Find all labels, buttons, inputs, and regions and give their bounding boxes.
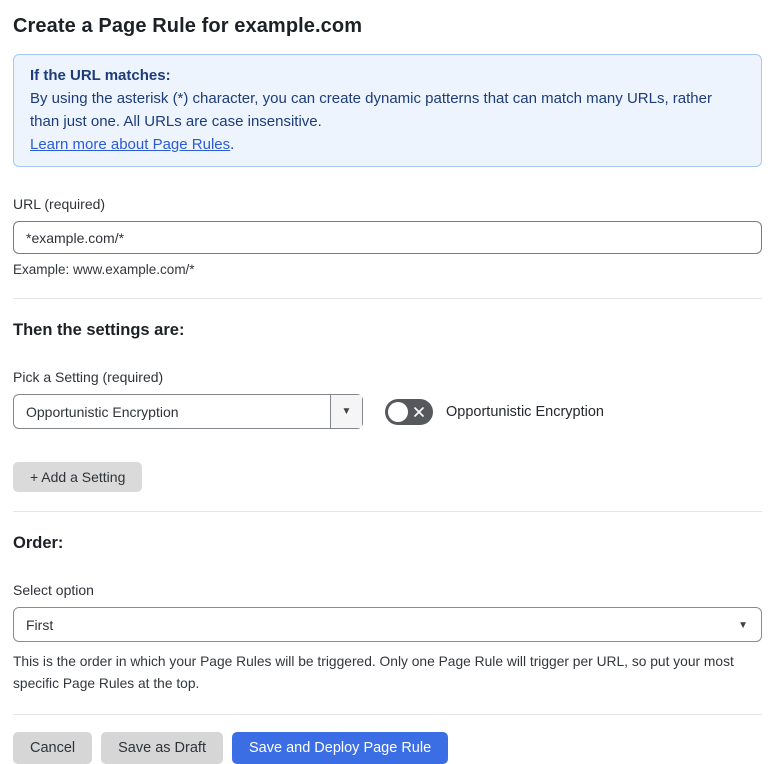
setting-dropdown-value: Opportunistic Encryption [26,403,179,420]
info-box-heading: If the URL matches: [30,67,171,84]
url-match-info-box [13,54,762,167]
save-and-deploy-button[interactable]: Save and Deploy Page Rule [232,732,448,764]
cancel-button[interactable]: Cancel [13,732,92,764]
setting-toggle[interactable] [385,399,433,425]
setting-dropdown[interactable] [13,394,363,429]
order-section-heading: Order: [13,534,64,552]
add-setting-button[interactable]: + Add a Setting [13,462,142,492]
order-helper-text: This is the order in which your Page Rules will be triggered. Only one Page Rule will trigger per URL, so put your most specific Page Rules at the top. [13,654,734,691]
info-box-link-line [30,133,745,156]
setting-row [13,394,762,429]
order-select[interactable] [13,607,762,642]
divider [13,714,762,715]
chevron-down-icon: ▼ [738,620,748,631]
pick-setting-label: Pick a Setting (required) [13,369,164,385]
toggle-off-x-icon [413,406,425,418]
link-suffix: . [230,136,235,153]
page-title: Create a Page Rule for example.com [13,15,363,37]
save-as-draft-button[interactable]: Save as Draft [101,732,223,764]
footer-actions [13,732,762,764]
order-select-label: Select option [13,582,94,598]
dropdown-arrow-button[interactable] [330,395,362,428]
learn-more-link[interactable]: Learn more about Page Rules [30,136,231,153]
divider [13,511,762,512]
url-example-helper: Example: www.example.com/* [13,262,195,277]
toggle-knob [388,402,408,422]
url-field-label: URL (required) [13,196,106,212]
info-box-body: By using the asterisk (*) character, you can create dynamic patterns that can match many URLs, rather than just one. All URLs are case insensitive. [30,90,712,130]
chevron-down-icon: ▼ [341,406,352,417]
url-input[interactable] [13,221,762,254]
setting-toggle-label: Opportunistic Encryption [446,403,604,420]
settings-section-heading: Then the settings are: [13,321,185,339]
order-select-value: First [26,616,54,633]
divider [13,298,762,299]
